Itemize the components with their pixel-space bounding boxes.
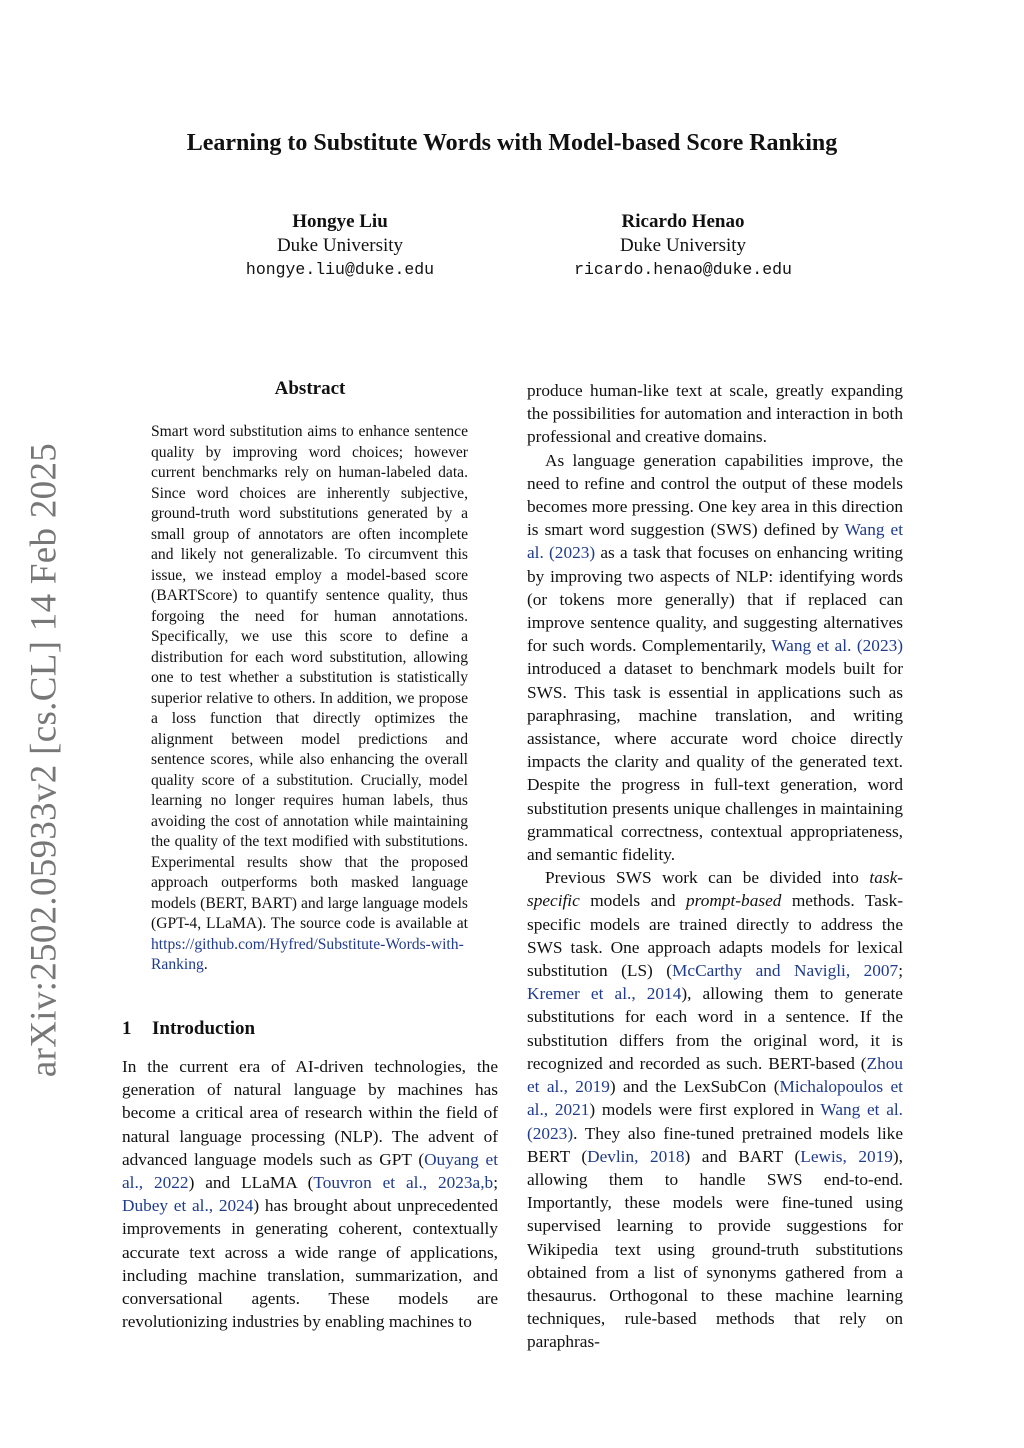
paper-title: Learning to Substitute Words with Model-based Score Ranking	[186, 130, 838, 156]
author-affiliation: Duke University	[276, 235, 404, 256]
section-number: 1	[122, 1018, 132, 1039]
citation-link[interactable]: McCarthy and Navigli, 2007	[672, 961, 899, 981]
section-title: Introduction	[152, 1018, 256, 1039]
author-name: Hongye Liu	[292, 211, 388, 232]
author-email[interactable]: hongye.liu@duke.edu	[245, 260, 435, 279]
text-run: ), allowing them to handle SWS end-to-end. Importantly, these models were fine-tuned using supervised learning to provide suggestions for Wikipedia text using ground-truth substitutions obtained from a list of synonyms gathered from a thesaurus. Orthogonal to these machine learning techniques, rule-based methods that rely on paraphras-	[527, 1146, 903, 1352]
abstract-end: .	[203, 956, 208, 973]
arxiv-sidebar	[12, 442, 76, 1078]
text-run: ), allowing them to generate substitutions for each word in a sentence. If the substitution differs from the original word, it is recognized and recorded as such. BERT-based (	[527, 984, 903, 1073]
citation-link[interactable]: Lewis, 2019	[800, 1146, 893, 1166]
paragraph	[527, 866, 903, 1353]
text-run: as a task that focuses on enhancing writing by improving two aspects of NLP: identifying words (or tokens more generally) that if replaced can improve sentence quality, and suggesting alternatives for such words. Complementarily,	[527, 543, 903, 656]
author-name: Ricardo Henao	[621, 211, 745, 232]
text-run: In the current era of AI-driven technologies, the generation of natural language by machines has become a critical area of research within the field of natural language processing (NLP). The advent of advanced language models such as GPT (	[122, 1057, 498, 1169]
text-run: introduced a dataset to benchmark models built for SWS. This task is essential in applications such as paraphrasing, machine translation, and writing assistance, where accurate word choice directly impacts the clarity and quality of the generated text. Despite the progress in full-text generation, word substitution presents unique challenges in maintaining grammatical correctness, contextual appropriateness, and semantic fidelity.	[527, 659, 903, 865]
text-run: ;	[898, 961, 904, 981]
citation-link[interactable]: Dubey et al., 2024	[122, 1196, 254, 1216]
citation-link[interactable]: Ouyang et al., 2022	[122, 1149, 498, 1193]
text-run: Previous SWS work can be divided into	[545, 868, 870, 888]
citation-link[interactable]: Touvron et al., 2023a,b	[313, 1173, 494, 1193]
paragraph	[527, 449, 903, 867]
citation-link[interactable]: Devlin, 2018	[587, 1146, 685, 1166]
text-run: ) and the LexSubCon (	[609, 1077, 780, 1097]
text-run: ) and LLaMA (	[188, 1173, 314, 1193]
citation-link[interactable]: Zhou et al., 2019	[527, 1053, 903, 1097]
text-run: ) and BART (	[684, 1146, 801, 1166]
text-run: ) models were first explored in	[589, 1100, 821, 1120]
paragraph: produce human-like text at scale, greatly expanding the possibilities for automation and interaction in both professional and creative domains.	[527, 381, 903, 447]
citation-link[interactable]: Wang et al. (2023)	[527, 520, 903, 563]
citation-link[interactable]: Wang et al. (2023)	[527, 1100, 903, 1143]
author-block	[190, 210, 490, 282]
text-run: ;	[493, 1173, 498, 1193]
author-email[interactable]: ricardo.henao@duke.edu	[574, 260, 792, 279]
abstract-text: Smart word substitution aims to enhance sentence quality by improving word choices; however current benchmarks rely on human-labeled data. Since word choices are inherently subjective, ground-truth word substitutions generated by a small group of annotators are often incomplete and likely not generalizable. To circumvent this issue, we instead employ a model-based score (BARTScore) to quantify sentence quality, thus forgoing the need for human annotations. Specifically, we use this score to define a distribution for each word substitution, allowing one to test whether a substitution is statistically superior relative to others. In addition, we propose a loss function that directly optimizes the alignment between model predictions and sentence scores, while also enhancing the overall quality score of a substitution. Crucially, model learning no longer requires human labels, thus avoiding the cost of annotation while maintaining the quality of the text modified with substitutions. Experimental results show that the proposed approach outperforms both masked language models (BERT, BART) and large language models (GPT-4, LLaMA). The source code is available at	[151, 423, 468, 932]
abstract-heading: Abstract	[274, 378, 346, 399]
source-code-link[interactable]: https://github.com/Hyfred/Substitute-Words-with-Ranking	[151, 935, 464, 973]
text-run: . They also fine-tuned pretrained models like BERT (	[527, 1123, 903, 1166]
citation-link[interactable]: Wang et al. (2023)	[771, 636, 903, 656]
section-heading-introduction	[122, 1018, 255, 1040]
arxiv-identifier: arXiv:2502.05933v2 [cs.CL] 14 Feb 2025	[23, 442, 65, 1078]
left-column	[122, 1055, 498, 1333]
emphasis-term: task-specific	[527, 868, 903, 911]
text-run: methods. Task-specific models are trained directly to address the SWS task. One approach adapts models for lexical substitution (LS) (	[527, 891, 903, 981]
emphasis-term: prompt-based	[686, 891, 782, 911]
text-run: As language generation capabilities improve, the need to refine and control the output of these models becomes more pressing. One key area in this direction is smart word suggestion (SWS) defined by	[527, 450, 903, 540]
text-run: models and	[579, 891, 687, 911]
right-column	[527, 379, 903, 1354]
author-affiliation: Duke University	[619, 235, 747, 256]
citation-link[interactable]: Michalopoulos et al., 2021	[527, 1077, 903, 1120]
abstract-body	[151, 422, 468, 976]
paragraph	[122, 1055, 498, 1333]
citation-link[interactable]: Kremer et al., 2014	[527, 984, 682, 1004]
author-block	[533, 210, 833, 282]
text-run: ) has brought about unprecedented improvements in generating coherent, contextually accurate text across a wide range of applications, including machine translation, summarization, and conversational agents. These models are revolutionizing industries by enabling machines to	[122, 1196, 498, 1332]
